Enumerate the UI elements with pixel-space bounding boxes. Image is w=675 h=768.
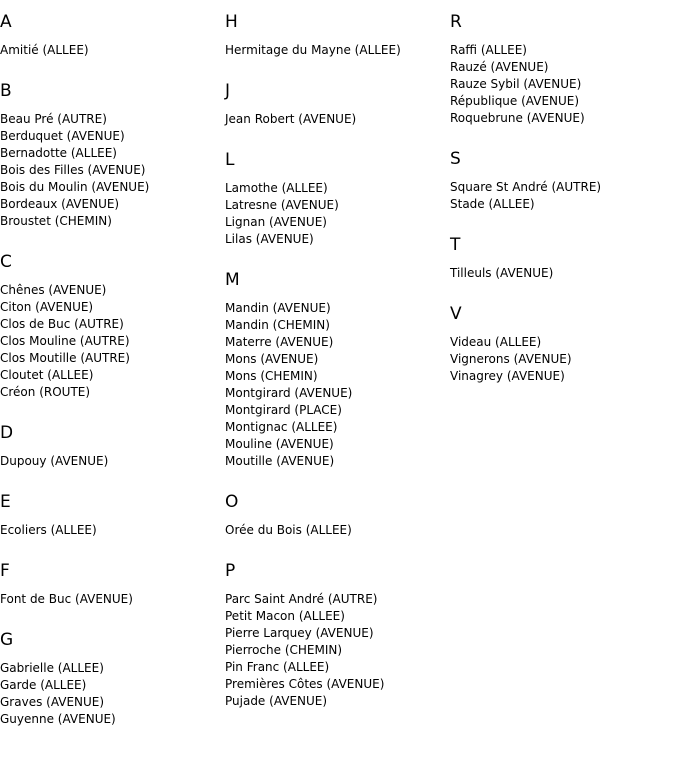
street-link[interactable]: Bernadotte (ALLEE)	[0, 146, 117, 160]
street-link[interactable]: Tilleuls (AVENUE)	[450, 266, 554, 280]
letter-group	[225, 12, 447, 59]
street-link[interactable]: Graves (AVENUE)	[0, 695, 105, 709]
street-index-column-1	[0, 0, 222, 728]
letter-group	[0, 12, 222, 59]
letter-group	[0, 630, 222, 728]
street-link[interactable]: République (AVENUE)	[450, 94, 580, 108]
street-link[interactable]: Chênes (AVENUE)	[0, 283, 107, 297]
street-link[interactable]: Montgirard (PLACE)	[225, 403, 342, 417]
section-letter-heading: A	[0, 12, 12, 32]
street-link[interactable]: Hermitage du Mayne (ALLEE)	[225, 43, 401, 57]
street-link[interactable]: Amitié (ALLEE)	[0, 43, 89, 57]
street-index-column-3	[450, 0, 672, 385]
street-link[interactable]: Mons (CHEMIN)	[225, 369, 318, 383]
street-list	[450, 265, 672, 282]
street-link[interactable]: Lilas (AVENUE)	[225, 232, 314, 246]
letter-group	[0, 81, 222, 230]
street-link[interactable]: Square St André (AUTRE)	[450, 180, 602, 194]
street-link[interactable]: Jean Robert (AVENUE)	[225, 112, 357, 126]
letter-group	[450, 304, 672, 385]
street-link[interactable]: Lamothe (ALLEE)	[225, 181, 328, 195]
street-link[interactable]: Bordeaux (AVENUE)	[0, 197, 120, 211]
street-link[interactable]: Vignerons (AVENUE)	[450, 352, 572, 366]
street-link[interactable]: Ecoliers (ALLEE)	[0, 523, 97, 537]
street-list	[0, 591, 222, 608]
letter-group	[225, 492, 447, 539]
street-list	[450, 42, 672, 127]
street-list	[0, 282, 222, 401]
section-letter-heading: O	[225, 492, 239, 512]
section-letter-heading: F	[0, 561, 10, 581]
section-letter-heading: B	[0, 81, 12, 101]
street-link[interactable]: Lignan (AVENUE)	[225, 215, 327, 229]
street-link[interactable]: Moutille (AVENUE)	[225, 454, 335, 468]
street-link[interactable]: Gabrielle (ALLEE)	[0, 661, 104, 675]
street-link[interactable]: Vinagrey (AVENUE)	[450, 369, 565, 383]
street-list	[225, 591, 447, 710]
street-link[interactable]: Broustet (CHEMIN)	[0, 214, 112, 228]
section-letter-heading: M	[225, 270, 240, 290]
street-link[interactable]: Clos de Buc (AUTRE)	[0, 317, 124, 331]
street-link[interactable]: Pierroche (CHEMIN)	[225, 643, 343, 657]
section-letter-heading: P	[225, 561, 236, 581]
street-link[interactable]: Beau Pré (AUTRE)	[0, 112, 107, 126]
letter-group	[225, 81, 447, 128]
street-link[interactable]: Dupouy (AVENUE)	[0, 454, 109, 468]
street-link[interactable]: Mandin (CHEMIN)	[225, 318, 330, 332]
section-letter-heading: V	[450, 304, 462, 324]
street-link[interactable]: Cloutet (ALLEE)	[0, 368, 94, 382]
street-list	[450, 179, 672, 213]
street-link[interactable]: Materre (AVENUE)	[225, 335, 334, 349]
street-link[interactable]: Pierre Larquey (AVENUE)	[225, 626, 374, 640]
street-link[interactable]: Bois des Filles (AVENUE)	[0, 163, 146, 177]
street-link[interactable]: Pin Franc (ALLEE)	[225, 660, 330, 674]
section-letter-heading: T	[450, 235, 461, 255]
section-letter-heading: G	[0, 630, 14, 650]
section-letter-heading: J	[225, 81, 231, 101]
street-list	[0, 42, 222, 59]
letter-group	[0, 423, 222, 470]
street-link[interactable]: Bois du Moulin (AVENUE)	[0, 180, 150, 194]
section-letter-heading: H	[225, 12, 238, 32]
street-link[interactable]: Parc Saint André (AUTRE)	[225, 592, 378, 606]
letter-group	[450, 12, 672, 127]
street-link[interactable]: Orée du Bois (ALLEE)	[225, 523, 352, 537]
section-letter-heading: R	[450, 12, 462, 32]
street-link[interactable]: Pujade (AVENUE)	[225, 694, 328, 708]
street-list	[225, 300, 447, 470]
section-letter-heading: L	[225, 150, 235, 170]
street-link[interactable]: Premières Côtes (AVENUE)	[225, 677, 385, 691]
street-link[interactable]: Guyenne (AVENUE)	[0, 712, 116, 726]
letter-group	[0, 492, 222, 539]
street-link[interactable]: Clos Moutille (AUTRE)	[0, 351, 130, 365]
street-list	[225, 522, 447, 539]
letter-group	[225, 150, 447, 248]
street-link[interactable]: Petit Macon (ALLEE)	[225, 609, 345, 623]
street-list	[0, 453, 222, 470]
street-link[interactable]: Berduquet (AVENUE)	[0, 129, 125, 143]
street-link[interactable]: Roquebrune (AVENUE)	[450, 111, 585, 125]
street-link[interactable]: Font de Buc (AVENUE)	[0, 592, 133, 606]
street-link[interactable]: Montignac (ALLEE)	[225, 420, 338, 434]
section-letter-heading: E	[0, 492, 11, 512]
street-list	[0, 522, 222, 539]
street-link[interactable]: Videau (ALLEE)	[450, 335, 542, 349]
street-list	[225, 111, 447, 128]
section-letter-heading: C	[0, 252, 12, 272]
letter-group	[450, 235, 672, 282]
letter-group	[225, 270, 447, 470]
street-link[interactable]: Mandin (AVENUE)	[225, 301, 331, 315]
section-letter-heading: S	[450, 149, 461, 169]
section-letter-heading: D	[0, 423, 14, 443]
letter-group	[0, 252, 222, 401]
street-link[interactable]: Garde (ALLEE)	[0, 678, 87, 692]
street-link[interactable]: Raffi (ALLEE)	[450, 43, 527, 57]
street-list	[450, 334, 672, 385]
street-list	[0, 111, 222, 230]
street-list	[0, 660, 222, 728]
street-link[interactable]: Mons (AVENUE)	[225, 352, 319, 366]
street-list	[225, 42, 447, 59]
letter-group	[0, 561, 222, 608]
street-link[interactable]: Citon (AVENUE)	[0, 300, 94, 314]
street-link[interactable]: Clos Mouline (AUTRE)	[0, 334, 130, 348]
street-link[interactable]: Rauzé (AVENUE)	[450, 60, 549, 74]
street-list	[225, 180, 447, 248]
street-index-column-2	[225, 0, 447, 710]
letter-group	[225, 561, 447, 710]
street-link[interactable]: Latresne (AVENUE)	[225, 198, 339, 212]
street-link[interactable]: Créon (ROUTE)	[0, 385, 91, 399]
letter-group	[450, 149, 672, 213]
street-link[interactable]: Montgirard (AVENUE)	[225, 386, 353, 400]
street-link[interactable]: Rauze Sybil (AVENUE)	[450, 77, 582, 91]
street-link[interactable]: Stade (ALLEE)	[450, 197, 535, 211]
street-link[interactable]: Mouline (AVENUE)	[225, 437, 334, 451]
